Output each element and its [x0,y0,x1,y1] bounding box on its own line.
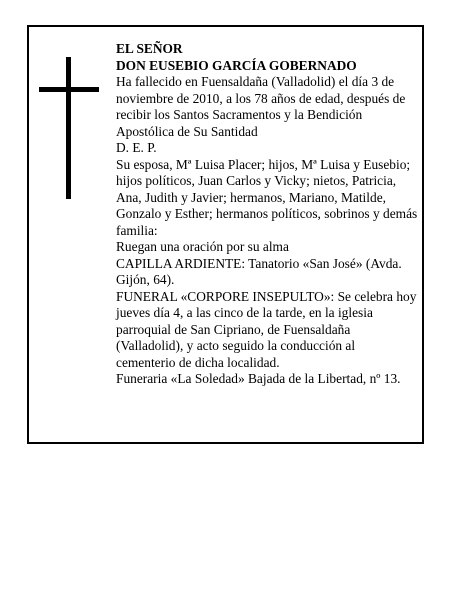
obituary-notice [27,25,424,444]
notice-line: recibir los Santos Sacramentos y la Bendición [116,107,363,122]
notice-line: Su esposa, Mª Luisa Placer; hijos, Mª Luisa y Eusebio; [116,156,411,172]
cross-horizontal-bar [39,87,99,92]
notice-line: CAPILLA ARDIENTE: Tanatorio «San José» (Avda. [116,255,402,271]
notice-line: familia: [116,222,158,238]
notice-line: (Valladolid), y acto seguido la conducción al [116,338,356,353]
notice-line: Ana, Judith y Javier; hermanos, Mariano, Matilde, [116,189,386,205]
cross-icon [39,57,99,199]
notice-line: Funeraria «La Soledad» Bajada de la Libertad, nº 13. [116,371,401,386]
notice-line: jueves día 4, a las cinco de la tarde, en la iglesia [116,305,373,320]
notice-line: FUNERAL «CORPORE INSEPULTO»: Se celebra hoy [116,288,417,304]
notice-line: Gonzalo y Esther; hermanos políticos, sobrinos y demás [116,206,418,221]
deceased-name: DON EUSEBIO GARCÍA GOBERNADO [116,57,357,73]
notice-line: parroquial de San Cipriano, de Fuensaldaña [116,321,351,337]
notice-line: Gijón, 64). [116,272,175,287]
notice-title: EL SEÑOR [116,41,183,56]
notice-line: noviembre de 2010, a los 78 años de edad, después de [116,90,406,106]
notice-body [116,41,418,388]
notice-line: cementerio de dicha localidad. [116,354,280,370]
notice-line: hijos políticos, Juan Carlos y Vicky; nietos, Patricia, [116,173,397,188]
notice-line: Apostólica de Su Santidad [116,123,258,139]
notice-line: Ruegan una oración por su alma [116,239,289,254]
notice-line: D. E. P. [116,140,157,155]
cross-vertical-bar [66,57,71,199]
notice-line: Ha fallecido en Fuensaldaña (Valladolid) el día 3 de [116,74,395,89]
